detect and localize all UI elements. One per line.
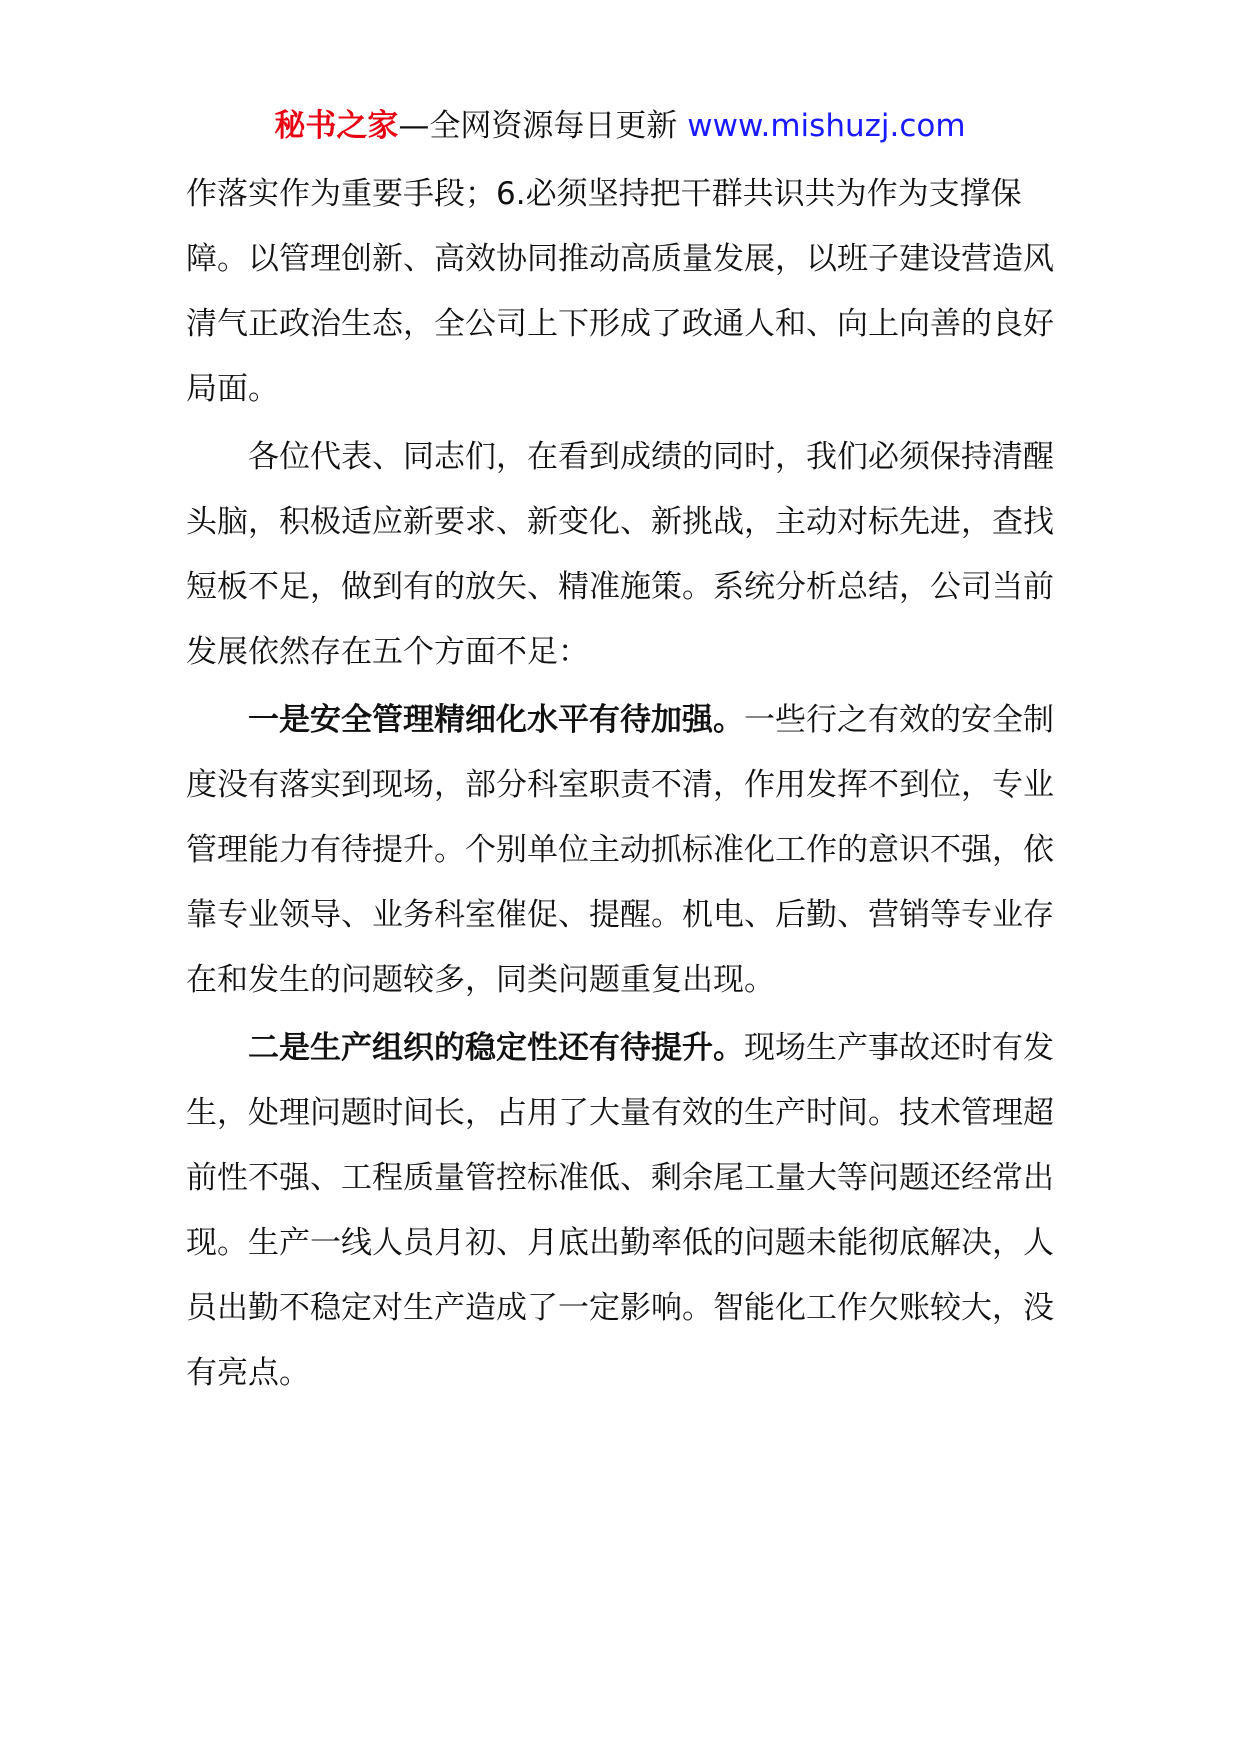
paragraph-text: 一些行之有效的安全制度没有落实到现场，部分科室职责不清，作用发挥不到位，专业管理能力有待提升。个别单位主动抓标准化工作的意识不强，依靠专业领导、业务科室催促、提醒。机电、后勤、营销等专业存在和发生的问题较多，同类问题重复出现。 bbox=[186, 702, 1054, 998]
paragraph-continuation bbox=[186, 162, 1056, 422]
paragraph-text: 作落实作为重要手段；6.必须坚持把干群共识共为作为支撑保障。以管理创新、高效协同推动高质量发展，以班子建设营造风清气正政治生态，全公司上下形成了政通人和、向上向善的良好局面。 bbox=[186, 176, 1054, 407]
paragraph-point-one bbox=[186, 688, 1056, 1013]
website-link[interactable]: www.mishuzj.com bbox=[687, 108, 966, 144]
header-tagline: —全网资源每日更新 bbox=[398, 108, 688, 144]
document-body bbox=[186, 162, 1056, 1406]
paragraph-point-two bbox=[186, 1016, 1056, 1406]
point-heading: 一是安全管理精细化水平有待加强。 bbox=[248, 702, 744, 738]
brand-name: 秘书之家 bbox=[274, 108, 399, 144]
paragraph-intro bbox=[186, 425, 1056, 685]
paragraph-text: 现场生产事故还时有发生，处理问题时间长，占用了大量有效的生产时间。技术管理超前性不强、工程质量管控标准低、剩余尾工量大等问题还经常出现。生产一线人员月初、月底出勤率低的问题未能彻底解决，人员出勤不稳定对生产造成了一定影响。智能化工作欠账较大，没有亮点。 bbox=[186, 1030, 1054, 1391]
point-heading: 二是生产组织的稳定性还有待提升。 bbox=[248, 1030, 744, 1066]
paragraph-text: 各位代表、同志们，在看到成绩的同时，我们必须保持清醒头脑，积极适应新要求、新变化、新挑战，主动对标先进，查找短板不足，做到有的放矢、精准施策。系统分析总结，公司当前发展依然存在五个方面不足： bbox=[186, 439, 1054, 670]
page-header bbox=[0, 104, 1240, 148]
